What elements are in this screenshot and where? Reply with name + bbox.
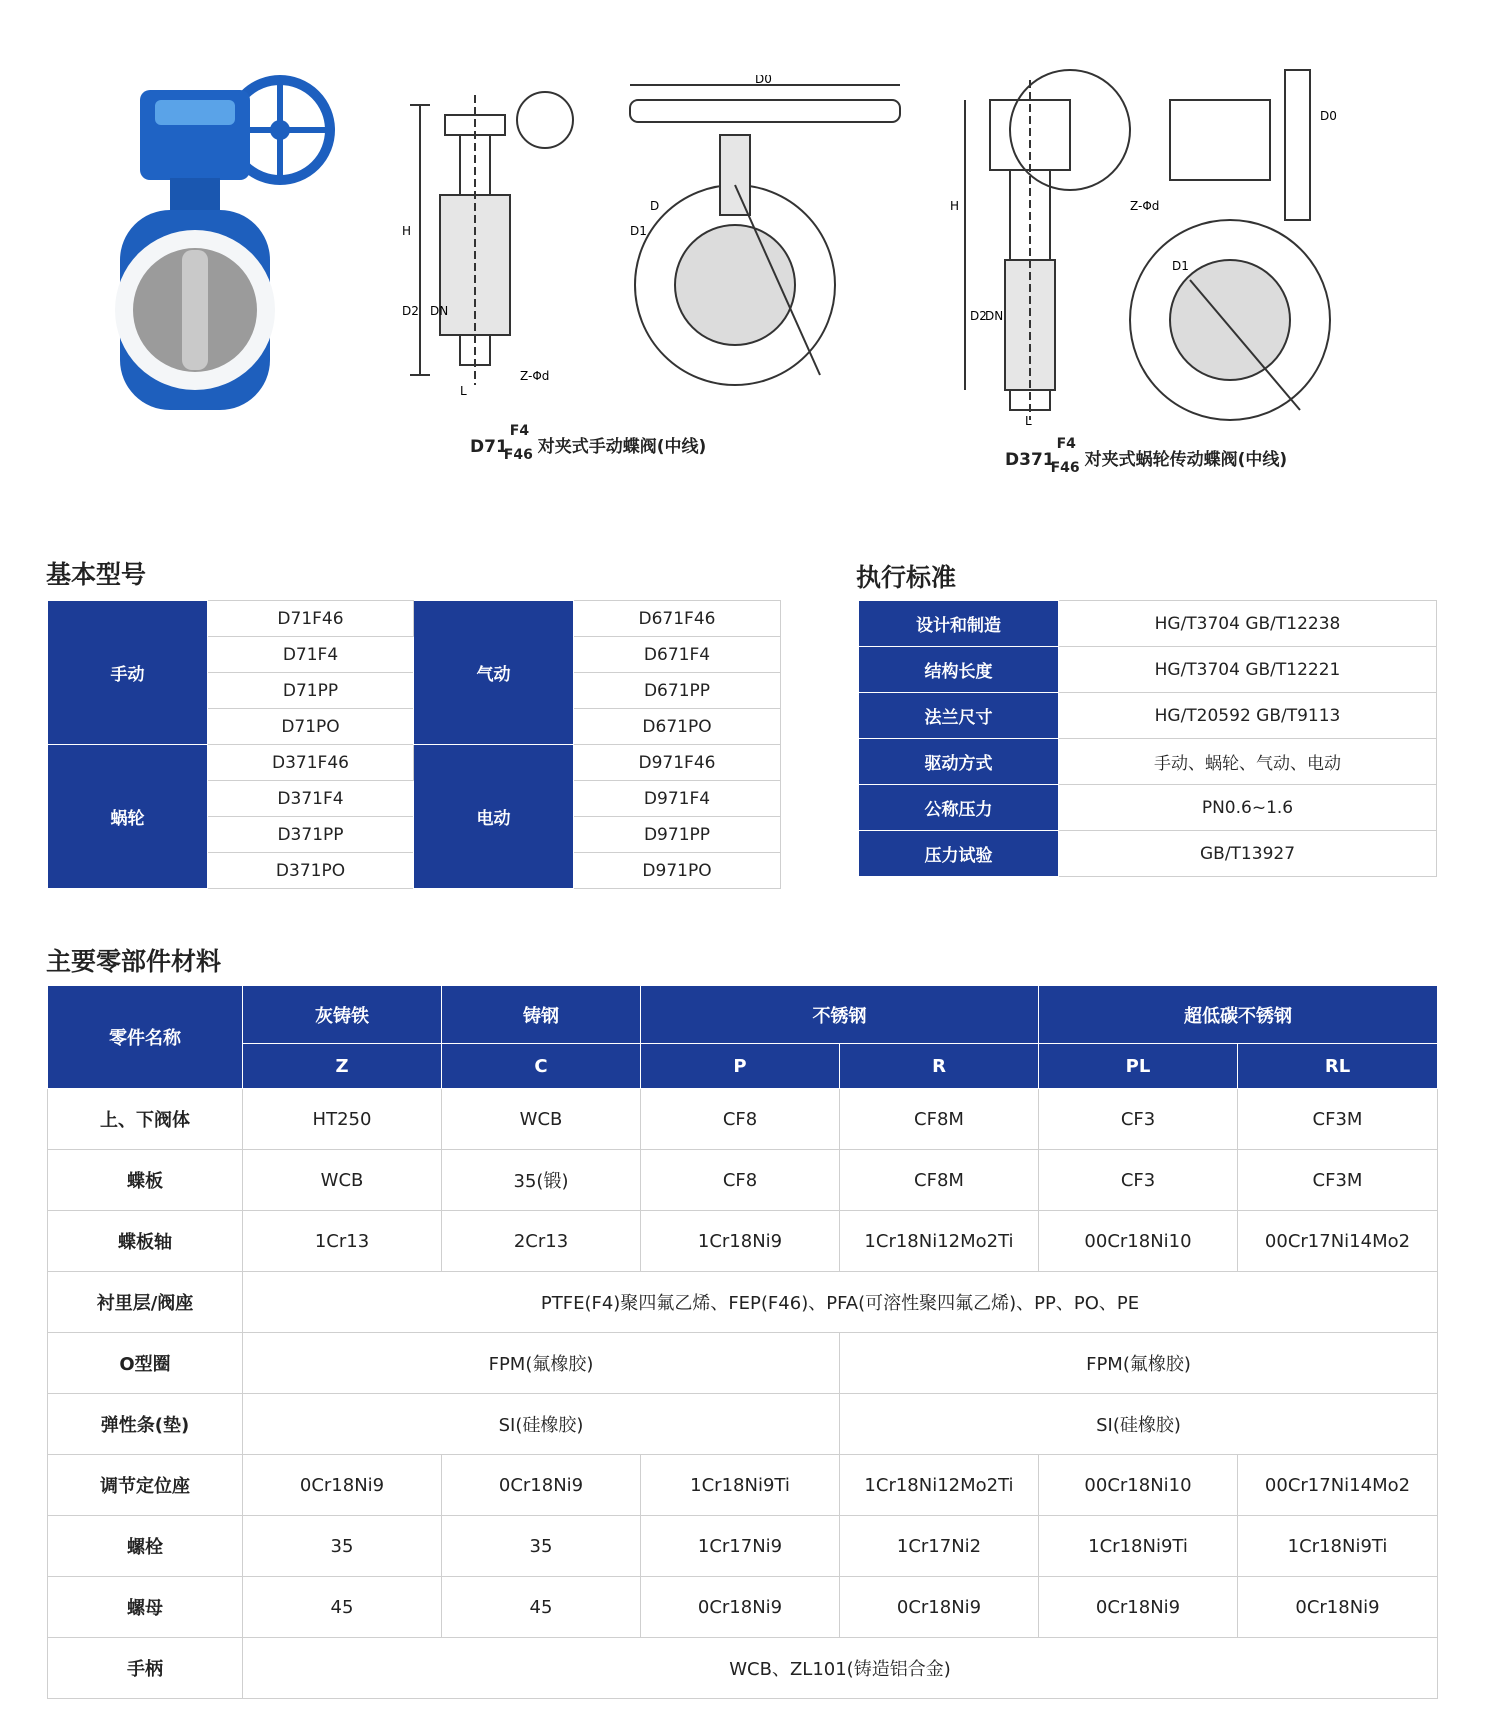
model-cell: D671PO	[574, 709, 781, 745]
material-cell: PTFE(F4)聚四氟乙烯、FEP(F46)、PFA(可溶性聚四氟乙烯)、PP、PO、PE	[243, 1272, 1438, 1333]
group-label: 气动	[414, 601, 574, 745]
material-cell: 1Cr18Ni12Mo2Ti	[840, 1455, 1039, 1516]
material-cell: 0Cr18Ni9	[840, 1577, 1039, 1638]
material-cell: WCB	[442, 1089, 641, 1150]
dim-d0: D0	[1320, 109, 1337, 123]
material-cell: 35	[243, 1516, 442, 1577]
material-cell: 00Cr17Ni14Mo2	[1238, 1211, 1438, 1272]
model-cell: D71PP	[208, 673, 414, 709]
part-name: 蝶板轴	[48, 1211, 243, 1272]
material-cell: 2Cr13	[442, 1211, 641, 1272]
material-code-header: C	[442, 1044, 641, 1089]
table-row	[48, 1638, 1438, 1699]
part-name: 调节定位座	[48, 1455, 243, 1516]
table-row	[859, 831, 1437, 877]
standard-value: HG/T20592 GB/T9113	[1059, 693, 1437, 739]
material-cell: 35(锻)	[442, 1150, 641, 1211]
table-row	[48, 601, 781, 637]
material-cell: 1Cr18Ni9Ti	[1039, 1516, 1238, 1577]
table-row	[859, 739, 1437, 785]
model-cell: D371F4	[208, 781, 414, 817]
dim-d2: D2	[402, 304, 419, 318]
dim-zphid: Z-Φd	[1130, 199, 1160, 213]
standard-value: GB/T13927	[1059, 831, 1437, 877]
material-cell: 0Cr18Ni9	[442, 1455, 641, 1516]
material-group-header: 灰铸铁	[243, 986, 442, 1044]
material-cell: WCB、ZL101(铸造铝合金)	[243, 1638, 1438, 1699]
material-cell: 1Cr18Ni9Ti	[1238, 1516, 1438, 1577]
model-cell: D971F46	[574, 745, 781, 781]
material-cell: 0Cr18Ni9	[1039, 1577, 1238, 1638]
material-cell: 0Cr18Ni9	[243, 1455, 442, 1516]
dim-d2: D2	[970, 309, 987, 323]
material-cell: CF3M	[1238, 1089, 1438, 1150]
dim-h: H	[402, 224, 412, 238]
model-cell: D671F4	[574, 637, 781, 673]
model-cell: D671PP	[574, 673, 781, 709]
material-cell: 00Cr18Ni10	[1039, 1211, 1238, 1272]
model-cell: D971F4	[574, 781, 781, 817]
table-row	[859, 785, 1437, 831]
valve-photo	[110, 60, 350, 420]
material-cell: 1Cr18Ni9	[641, 1211, 840, 1272]
dim-d1: D1	[1172, 259, 1189, 273]
dim-l: L	[460, 384, 467, 398]
table-row	[48, 1333, 1438, 1394]
material-group-header: 不锈钢	[641, 986, 1039, 1044]
standard-value: PN0.6~1.6	[1059, 785, 1437, 831]
material-code-header: R	[840, 1044, 1039, 1089]
materials-title: 主要零部件材料	[46, 947, 222, 976]
material-cell: CF8M	[840, 1150, 1039, 1211]
manual-valve-caption: D71 F4 F46 对夹式手动蝶阀(中线)	[470, 423, 707, 463]
standard-value: HG/T3704 GB/T12238	[1059, 601, 1437, 647]
dim-dn: DN	[430, 304, 449, 318]
dim-h: H	[950, 199, 960, 213]
table-row	[48, 1089, 1438, 1150]
material-cell: 1Cr18Ni9Ti	[641, 1455, 840, 1516]
part-name-header: 零件名称	[48, 986, 243, 1089]
table-row	[48, 1394, 1438, 1455]
material-cell: FPM(氟橡胶)	[243, 1333, 840, 1394]
table-row	[48, 1516, 1438, 1577]
basic-models-table	[47, 600, 781, 889]
worm-valve-caption: D371 F4 F46 对夹式蜗轮传动蝶阀(中线)	[1005, 436, 1288, 476]
standard-value: 手动、蜗轮、气动、电动	[1059, 739, 1437, 785]
standards-title: 执行标准	[856, 563, 957, 592]
group-label: 蜗轮	[48, 745, 208, 889]
group-label: 电动	[414, 745, 574, 889]
material-cell: HT250	[243, 1089, 442, 1150]
material-group-header: 铸钢	[442, 986, 641, 1044]
part-name: 螺栓	[48, 1516, 243, 1577]
material-group-header: 超低碳不锈钢	[1039, 986, 1438, 1044]
material-cell: 35	[442, 1516, 641, 1577]
materials-table	[47, 985, 1438, 1699]
standard-label: 驱动方式	[859, 739, 1059, 785]
material-cell: CF8M	[840, 1089, 1039, 1150]
material-cell: 1Cr17Ni2	[840, 1516, 1039, 1577]
model-cell: D371F46	[208, 745, 414, 781]
material-cell: SI(硅橡胶)	[840, 1394, 1438, 1455]
part-name: 蝶板	[48, 1150, 243, 1211]
model-cell: D971PO	[574, 853, 781, 889]
material-cell: CF3	[1039, 1150, 1238, 1211]
material-cell: 1Cr18Ni12Mo2Ti	[840, 1211, 1039, 1272]
material-cell: 00Cr18Ni10	[1039, 1455, 1238, 1516]
table-row	[48, 745, 781, 781]
manual-valve-drawing	[400, 75, 940, 405]
model-cell: D71PO	[208, 709, 414, 745]
standard-label: 设计和制造	[859, 601, 1059, 647]
material-code-header: PL	[1039, 1044, 1238, 1089]
dim-d: D	[650, 199, 660, 213]
table-row	[48, 1150, 1438, 1211]
material-cell: SI(硅橡胶)	[243, 1394, 840, 1455]
material-cell: 45	[442, 1577, 641, 1638]
material-cell: FPM(氟橡胶)	[840, 1333, 1438, 1394]
table-row	[48, 1455, 1438, 1516]
group-label: 手动	[48, 601, 208, 745]
material-cell: 1Cr13	[243, 1211, 442, 1272]
model-cell: D71F4	[208, 637, 414, 673]
table-row	[48, 1272, 1438, 1333]
material-cell: WCB	[243, 1150, 442, 1211]
part-name: 手柄	[48, 1638, 243, 1699]
model-cell: D71F46	[208, 601, 414, 637]
material-code-header: Z	[243, 1044, 442, 1089]
material-code-header: P	[641, 1044, 840, 1089]
table-row	[48, 1211, 1438, 1272]
model-cell: D971PP	[574, 817, 781, 853]
table-header-row	[48, 986, 1438, 1044]
part-name: 螺母	[48, 1577, 243, 1638]
table-header-row	[48, 1044, 1438, 1089]
table-row	[859, 647, 1437, 693]
standard-label: 压力试验	[859, 831, 1059, 877]
material-cell: 45	[243, 1577, 442, 1638]
dim-d0: D0	[755, 75, 772, 86]
table-row	[859, 693, 1437, 739]
model-cell: D671F46	[574, 601, 781, 637]
standards-table	[858, 600, 1437, 877]
part-name: O型圈	[48, 1333, 243, 1394]
table-row	[48, 1577, 1438, 1638]
standard-label: 公称压力	[859, 785, 1059, 831]
part-name: 弹性条(垫)	[48, 1394, 243, 1455]
basic-models-title: 基本型号	[46, 560, 147, 589]
material-cell: 1Cr17Ni9	[641, 1516, 840, 1577]
material-cell: 0Cr18Ni9	[1238, 1577, 1438, 1638]
dim-l: L	[1025, 414, 1032, 428]
material-cell: 00Cr17Ni14Mo2	[1238, 1455, 1438, 1516]
part-name: 衬里层/阀座	[48, 1272, 243, 1333]
dim-zphid: Z-Φd	[520, 369, 550, 383]
standard-label: 结构长度	[859, 647, 1059, 693]
worm-valve-drawing	[950, 60, 1370, 430]
standard-label: 法兰尺寸	[859, 693, 1059, 739]
material-cell: CF3M	[1238, 1150, 1438, 1211]
material-code-header: RL	[1238, 1044, 1438, 1089]
material-cell: CF8	[641, 1150, 840, 1211]
dim-d1: D1	[630, 224, 647, 238]
standard-value: HG/T3704 GB/T12221	[1059, 647, 1437, 693]
model-cell: D371PO	[208, 853, 414, 889]
part-name: 上、下阀体	[48, 1089, 243, 1150]
model-cell: D371PP	[208, 817, 414, 853]
table-row	[859, 601, 1437, 647]
dim-dn: DN	[985, 309, 1004, 323]
material-cell: 0Cr18Ni9	[641, 1577, 840, 1638]
material-cell: CF3	[1039, 1089, 1238, 1150]
material-cell: CF8	[641, 1089, 840, 1150]
